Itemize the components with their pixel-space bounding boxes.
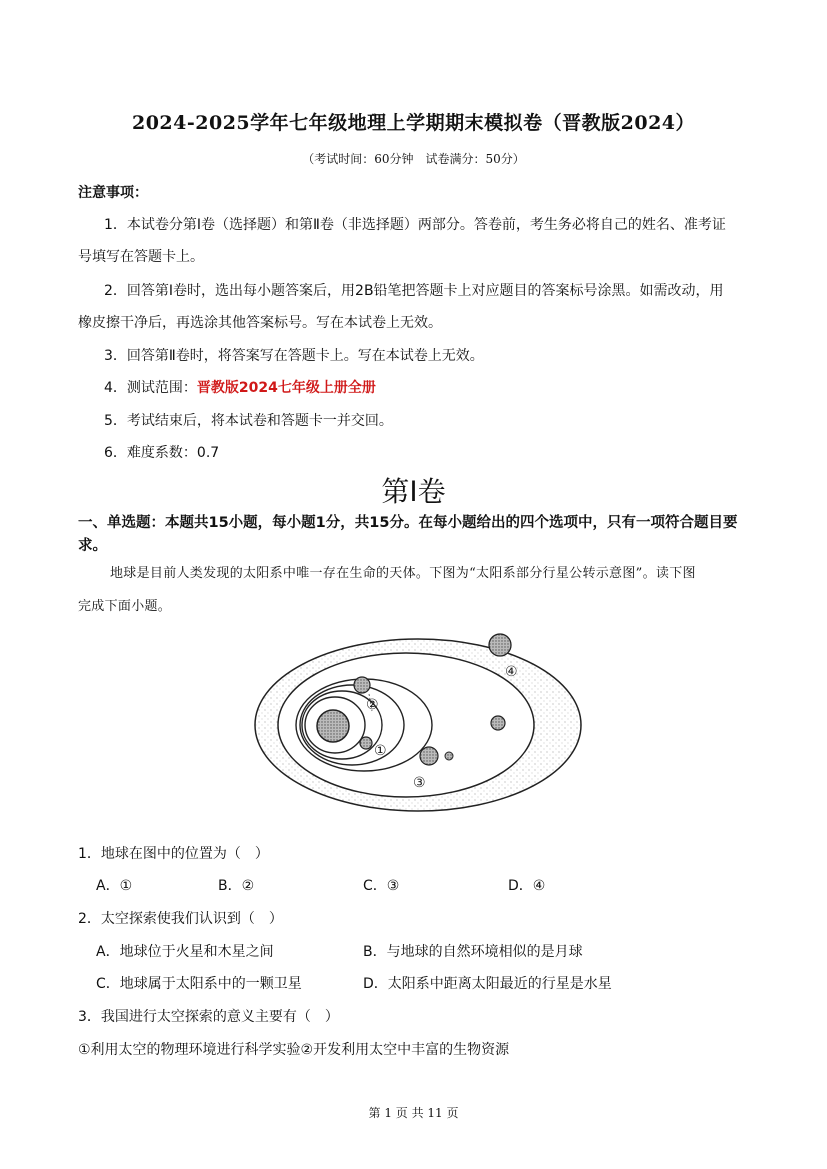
label-4: ④: [505, 664, 518, 680]
intro-line-2: 完成下面小题。: [78, 599, 172, 614]
notice-item-1-line-1: 1．本试卷分第Ⅰ卷（选择题）和第Ⅱ卷（非选择题）两部分。答卷前，考生务必将自己的姓名、准考证: [104, 217, 726, 233]
question-3-line-1: ①利用太空的物理环境进行科学实验②开发利用太空中丰富的生物资源: [78, 1042, 510, 1058]
question-2-option-d[interactable]: D．太阳系中距离太阳最近的行星是水星: [363, 976, 612, 992]
notice-item-6: 6．难度系数：0.7: [104, 445, 220, 461]
section-heading-line-1: 一、单选题：本题共15小题，每小题1分，共15分。在每小题给出的四个选项中，只有一项符合题目要: [78, 515, 738, 531]
question-1-option-c[interactable]: C．③: [363, 878, 400, 894]
notice-item-4-prefix: 4．测试范围：: [104, 380, 197, 396]
label-1: ①: [374, 743, 387, 759]
planet-4: [489, 634, 511, 656]
page-title: 2024-2025学年七年级地理上学期期末模拟卷（晋教版2024）: [131, 112, 696, 134]
notice-heading: 注意事项：: [78, 185, 148, 201]
planet-1: [360, 737, 372, 749]
test-range: 晋教版2024七年级上册全册: [196, 380, 376, 396]
question-1-option-d[interactable]: D．④: [508, 878, 546, 894]
question-3-stem: 3．我国进行太空探索的意义主要有（ ）: [78, 1009, 339, 1025]
section-title: 第Ⅰ卷: [381, 477, 446, 508]
planet-2: [354, 677, 370, 693]
question-1-stem: 1．地球在图中的位置为（ ）: [78, 846, 269, 862]
label-2: ②: [366, 697, 379, 713]
notice-item-5: 5．考试结束后，将本试卷和答题卡一并交回。: [104, 413, 393, 429]
question-2-option-b[interactable]: B．与地球的自然环境相似的是月球: [363, 944, 583, 960]
notice-item-2-line-2: 橡皮擦干净后，再选涂其他答案标号。写在本试卷上无效。: [78, 315, 442, 331]
notice-item-2-line-1: 2．回答第Ⅰ卷时，选出每小题答案后，用2B铅笔把答题卡上对应题目的答案标号涂黑。如需改动，用: [104, 283, 724, 299]
solar-system-diagram: [240, 625, 590, 815]
intro-line-1: 地球是目前人类发现的太阳系中唯一存在生命的天体。下图为“太阳系部分行星公转示意图”。读下图: [110, 566, 696, 581]
exam-info: （考试时间：60分钟 试卷满分：50分）: [302, 152, 525, 166]
section-heading-line-2: 求。: [78, 538, 107, 554]
question-2-option-c[interactable]: C．地球属于太阳系中的一颗卫星: [96, 976, 302, 992]
question-2-stem: 2．太空探索使我们认识到（ ）: [78, 911, 283, 927]
question-1-option-b[interactable]: B．②: [218, 878, 255, 894]
label-3: ③: [413, 775, 426, 791]
notice-item-1-line-2: 号填写在答题卡上。: [78, 249, 204, 265]
page-footer: 第 1 页 共 11 页: [368, 1106, 459, 1120]
sun-icon: [317, 710, 349, 742]
moon: [445, 752, 453, 760]
notice-item-3: 3．回答第Ⅱ卷时，将答案写在答题卡上。写在本试卷上无效。: [104, 348, 484, 364]
notice-item-4: [104, 377, 376, 397]
question-1-option-a[interactable]: A．①: [96, 878, 133, 894]
question-2-option-a[interactable]: A．地球位于火星和木星之间: [96, 944, 274, 960]
planet-mars: [491, 716, 505, 730]
planet-3: [420, 747, 438, 765]
